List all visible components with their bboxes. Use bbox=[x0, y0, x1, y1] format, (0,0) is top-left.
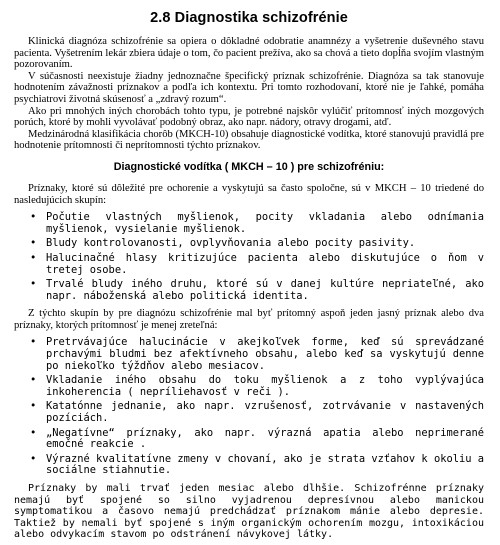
intro-paragraph-2: V súčasnosti neexistuje žiadny jednoznačne špecifický príznak schizofrénie. Diagnóza sa tak stanovuje hodnotením závažnosti príznakov a podľa ich kontextu. Pri tomto rozhodovaní, ktoré nie je ľahké, pomáha psychiatrovi životná skúsenosť a „zdravý rozum“. bbox=[14, 70, 484, 105]
criteria-paragraph: Z týchto skupín by pre diagnózu schizofrénie mal byť prítomný aspoň jeden jasný príznak alebo dva príznaky, ktorých prítomnosť je menej zreteľná: bbox=[14, 308, 484, 331]
list-item: • Bludy kontrolovanosti, ovplyvňovania alebo pocity pasivity. bbox=[30, 237, 416, 250]
bullet-icon: • bbox=[30, 374, 37, 387]
intro-paragraph-3: Ako pri mnohých iných chorobách tohto typu, je potrebné najskôr vylúčiť prítomnosť iných mozgových porúch, ktoré by mohli vyvolávať podobný obraz, ako napr. nádory, otravy drogami, atď. bbox=[14, 105, 484, 129]
list-item: • Výrazné kvalitatívne zmeny v chovaní, ako je strata vzťahov k okoliu a sociálne stiahnutie. bbox=[30, 452, 484, 477]
groups-paragraph: Príznaky, ktoré sú dôležité pre ochorenie a vyskytujú sa často spoločne, sú v MKCH – 10 triedené do nasledujúcich skupín: bbox=[14, 182, 484, 206]
list-item: • Halucinačné hlasy kritizujúce pacienta alebo diskutujúce o ňom v tretej osobe. bbox=[30, 251, 484, 276]
bullet-icon: • bbox=[30, 237, 37, 250]
final-paragraph: Príznaky by mali trvať jeden mesiac alebo dlhšie. Schizofrénne príznaky nemajú byť spojené so silno vyjadrenou depresívnou alebo manickou symptomatikou a časovo nemajú predchádzať príznakom mánie alebo depresie. Taktiež by nemali byť spojené s iným organickým ochorením mozgu, intoxikáciou alebo odvykacím stavom po odstránení návykovej látky. bbox=[14, 483, 484, 541]
list-item: • Počutie vlastných myšlienok, pocity vkladania alebo odnímania myšlienok, vysielanie myšlienok. bbox=[30, 211, 484, 235]
bullet-icon: • bbox=[30, 452, 37, 465]
list-item: • Pretrvávajúce halucinácie v akejkoľvek forme, keď sú sprevádzané prchavými bludmi bez afektívneho obsahu, alebo keď sa vyskytujú denne po niekoľko týždňov alebo mesiacov. bbox=[30, 336, 484, 372]
bullet-icon: • bbox=[30, 336, 37, 349]
list-item: • Trvalé bludy iného druhu, ktoré sú v danej kultúre nepriateľné, ako napr. náboženská alebo politická identita. bbox=[30, 278, 484, 302]
list-item: • Vkladanie iného obsahu do toku myšlienok a z toho vyplývajúca inkoherencia ( nepríliehavosť v reči ). bbox=[30, 374, 484, 398]
criteria-list bbox=[14, 337, 484, 477]
symptom-groups-list bbox=[14, 212, 484, 302]
intro-paragraph-1: Klinická diagnóza schizofrénie sa opiera o dôkladné odobratie anamnézy a vyšetrenie duševného stavu pacienta. Vyšetrením lekár zbiera údaje o tom, čo pacient prežíva, ako sa chová a tieto dopĺňa svojím vlastným pozorovaním. bbox=[14, 36, 484, 71]
list-item: • Katatónne jednanie, ako napr. vzrušenosť, zotrvávanie v nastavených pozíciách. bbox=[30, 400, 484, 425]
bullet-icon: • bbox=[30, 211, 37, 224]
bullet-icon: • bbox=[30, 426, 37, 439]
bullet-icon: • bbox=[30, 400, 37, 413]
bullet-icon: • bbox=[30, 251, 37, 264]
bullet-icon: • bbox=[30, 278, 37, 291]
intro-paragraph-4: Medzinárodná klasifikácia chorôb (MKCH-10) obsahuje diagnostické vodítka, ktoré stanovujú pravidlá pre hodnotenie prítomnosti či neprítomnosti týchto príznakov. bbox=[14, 128, 484, 152]
guidelines-subtitle: Diagnostické vodítka ( MKCH – 10 ) pre schizofréniu: bbox=[113, 160, 385, 173]
list-item: • „Negatívne“ príznaky, ako napr. výrazná apatia alebo neprimerané emočné reakcie . bbox=[30, 426, 484, 451]
section-title: 2.8 Diagnostika schizofrénie bbox=[150, 10, 348, 26]
